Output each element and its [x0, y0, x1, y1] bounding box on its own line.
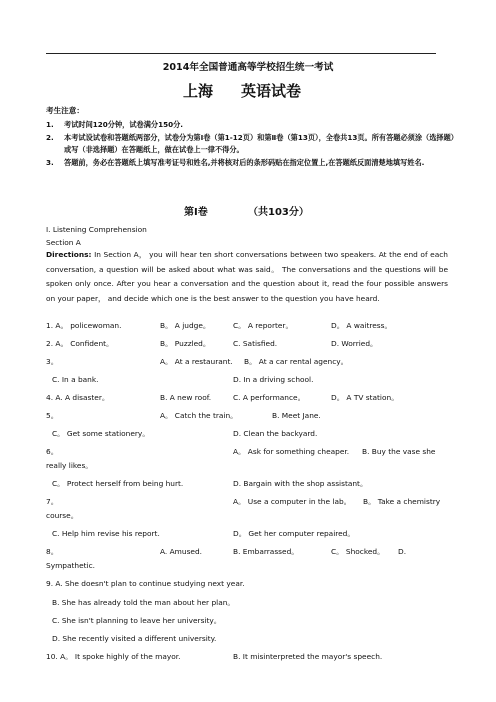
q2-option-c: C. Satisfied.: [233, 339, 278, 348]
q8-option-d: D.: [398, 547, 407, 556]
q3-number: 3。: [46, 357, 59, 366]
q10-option-a: 10. A。 It spoke highly of the mayor.: [46, 652, 181, 661]
q3-option-a: A。 At a restaurant.: [160, 357, 233, 366]
q7-option-c: C. Help him revise his report.: [52, 529, 160, 538]
q9-option-d: D. She recently visited a different university.: [52, 634, 217, 643]
q8-number: 8。: [46, 547, 59, 556]
q8-option-d-continued: Sympathetic.: [46, 561, 95, 570]
q6-option-d: D. Bargain with the shop assistant。: [233, 479, 368, 488]
q5-option-c: C。 Get some stationery。: [52, 429, 150, 438]
q7-option-b-continued: course。: [46, 511, 79, 520]
q1-option-a: 1. A。 policewoman.: [46, 321, 122, 330]
q10-option-b: B. It misinterpreted the mayor's speech.: [233, 652, 383, 661]
q8-option-c: C。 Shocked。: [331, 547, 385, 556]
section-a-heading: Section A: [46, 238, 81, 247]
q2-option-d: D. Worried。: [331, 339, 378, 348]
exam-title: 2014年全国普通高等学校招生统一考试: [162, 62, 334, 73]
q9-option-c: C. She isn't planning to leave her university。: [52, 616, 222, 625]
subject-title: 英语试卷: [241, 82, 302, 100]
q5-option-a: A。 Catch the train。: [160, 411, 238, 420]
notes-heading: 考生注意：: [46, 106, 84, 115]
q6-option-a: A。 Ask for something cheaper.: [233, 447, 350, 456]
directions-paragraph: [46, 248, 448, 306]
part-heading: I. Listening Comprehension: [46, 225, 147, 234]
q1-option-d: D。 A waitress。: [331, 321, 392, 330]
q6-option-b-continued: really likes。: [46, 461, 93, 470]
note-item: [46, 132, 456, 157]
region-title: 上海: [183, 82, 214, 100]
note-item: [46, 119, 456, 132]
q4-option-d: D。 A TV station。: [331, 393, 399, 402]
directions-text: In Section A， you will hear ten short conversations between two speakers. At the end of each conversation, a question will be asked about what was said。 The conversations and the questions will be spoken only once. After you hear a conversation and the question about it, read the four possible answers on your paper， and decide which one is the best answer to the question you have heard.: [46, 250, 448, 303]
q4-option-a: 4. A. A disaster。: [46, 393, 110, 402]
q4-option-b: B. A new roof.: [160, 393, 212, 402]
q5-option-b: B. Meet Jane.: [272, 411, 321, 420]
q3-option-c: C. In a bank.: [52, 375, 99, 384]
section-part: 第I卷: [184, 207, 208, 218]
q6-number: 6。: [46, 447, 59, 456]
q9-option-b: B. She has already told the man about her plan。: [52, 598, 235, 607]
q7-number: 7。: [46, 497, 59, 506]
q6-option-b: B. Buy the vase she: [362, 447, 436, 456]
note-text: 考试时间120分钟，试卷满分150分.: [64, 120, 183, 129]
note-item: [46, 157, 456, 170]
q2-option-b: B。 Puzzled。: [160, 339, 211, 348]
q2-option-a: 2. A。 Confident。: [46, 339, 114, 348]
q1-option-b: B。 A judge。: [160, 321, 211, 330]
directions-label: Directions:: [46, 250, 92, 259]
note-number: 2.: [46, 132, 54, 142]
q8-option-a: A. Amused.: [160, 547, 203, 556]
note-number: 3.: [46, 157, 54, 167]
q4-option-c: C. A performance。: [233, 393, 305, 402]
exam-notes: [46, 119, 456, 169]
q7-option-d: D。 Get her computer repaired。: [233, 529, 355, 538]
q8-option-b: B. Embarrassed。: [233, 547, 299, 556]
header-rule: [46, 53, 436, 54]
q3-option-d: D. In a driving school.: [233, 375, 314, 384]
q6-option-c: C。 Protect herself from being hurt.: [52, 479, 184, 488]
q7-option-a: A。 Use a computer in the lab。: [233, 497, 352, 506]
q7-option-b: B。 Take a chemistry: [363, 497, 441, 506]
section-score: （共103分）: [248, 207, 309, 218]
q1-option-c: C。 A reporter。: [233, 321, 293, 330]
q3-option-b: B。 At a car rental agency。: [244, 357, 349, 366]
q9-option-a: 9. A. She doesn't plan to continue studying next year.: [46, 579, 245, 588]
note-text: 答题前，务必在答题纸上填写准考证号和姓名,并将核对后的条形码贴在指定位置上,在答题纸反面清楚地填写姓名.: [64, 157, 425, 167]
q5-option-d: D. Clean the backyard.: [233, 429, 318, 438]
note-text: 本考试设试卷和答题纸两部分，试卷分为第Ⅰ卷（第1-12页）和第Ⅱ卷（第13页），全卷共13页。所有答题必须涂（选择题）或写（非选择题）在答题纸上，做在试卷上一律不得分。: [64, 132, 455, 154]
note-number: 1.: [46, 120, 54, 129]
q5-number: 5。: [46, 411, 59, 420]
